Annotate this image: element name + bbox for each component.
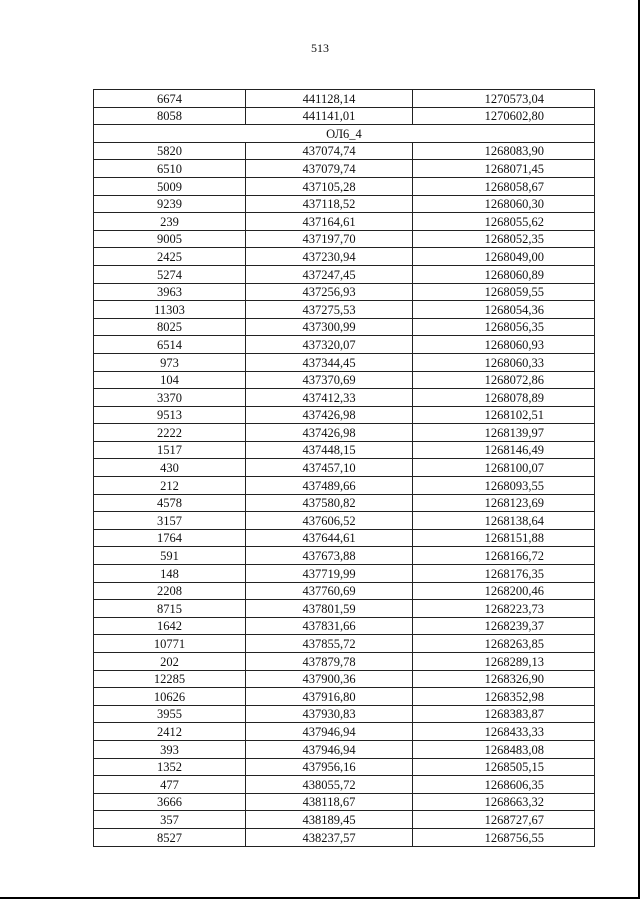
y-coordinate-cell: 1268756,55: [413, 828, 595, 846]
table-row: [94, 424, 595, 442]
point-number-cell: 3666: [94, 793, 246, 811]
y-coordinate-cell: 1268060,93: [413, 336, 595, 354]
table-row: [94, 177, 595, 195]
y-coordinate-cell: 1268352,98: [413, 688, 595, 706]
x-coordinate-cell: 441141,01: [246, 107, 413, 125]
y-coordinate-cell: 1268166,72: [413, 547, 595, 565]
x-coordinate-cell: 437426,98: [246, 406, 413, 424]
point-number-cell: 4578: [94, 494, 246, 512]
table-row: [94, 90, 595, 108]
y-coordinate-cell: 1268054,36: [413, 301, 595, 319]
coordinates-table-body: [94, 90, 595, 847]
point-number-cell: 6514: [94, 336, 246, 354]
x-coordinate-cell: 437105,28: [246, 177, 413, 195]
point-number-cell: 591: [94, 547, 246, 565]
x-coordinate-cell: 437320,07: [246, 336, 413, 354]
table-row: [94, 494, 595, 512]
point-number-cell: 430: [94, 459, 246, 477]
x-coordinate-cell: 437489,66: [246, 477, 413, 495]
section-title: ОЛ6_4: [94, 125, 595, 143]
y-coordinate-cell: 1268263,85: [413, 635, 595, 653]
table-row: [94, 459, 595, 477]
y-coordinate-cell: 1268058,67: [413, 177, 595, 195]
x-coordinate-cell: 437956,16: [246, 758, 413, 776]
point-number-cell: 11303: [94, 301, 246, 319]
x-coordinate-cell: 437370,69: [246, 371, 413, 389]
x-coordinate-cell: 437580,82: [246, 494, 413, 512]
y-coordinate-cell: 1268055,62: [413, 213, 595, 231]
x-coordinate-cell: 437946,94: [246, 723, 413, 741]
x-coordinate-cell: 437164,61: [246, 213, 413, 231]
y-coordinate-cell: 1268123,69: [413, 494, 595, 512]
y-coordinate-cell: 1268200,46: [413, 582, 595, 600]
y-coordinate-cell: 1268146,49: [413, 441, 595, 459]
table-row: [94, 635, 595, 653]
point-number-cell: 8025: [94, 318, 246, 336]
x-coordinate-cell: 437719,99: [246, 565, 413, 583]
table-row: [94, 705, 595, 723]
table-row: [94, 811, 595, 829]
table-row: [94, 582, 595, 600]
x-coordinate-cell: 437275,53: [246, 301, 413, 319]
x-coordinate-cell: 437606,52: [246, 512, 413, 530]
y-coordinate-cell: 1268176,35: [413, 565, 595, 583]
y-coordinate-cell: 1268383,87: [413, 705, 595, 723]
point-number-cell: 3955: [94, 705, 246, 723]
table-row: [94, 160, 595, 178]
table-row: [94, 688, 595, 706]
x-coordinate-cell: 437831,66: [246, 617, 413, 635]
table-row: [94, 318, 595, 336]
y-coordinate-cell: 1268151,88: [413, 529, 595, 547]
point-number-cell: 10771: [94, 635, 246, 653]
x-coordinate-cell: 437448,15: [246, 441, 413, 459]
x-coordinate-cell: 438055,72: [246, 776, 413, 794]
point-number-cell: 8058: [94, 107, 246, 125]
x-coordinate-cell: 437079,74: [246, 160, 413, 178]
point-number-cell: 202: [94, 653, 246, 671]
table-row: [94, 441, 595, 459]
table-row: [94, 547, 595, 565]
table-row: [94, 265, 595, 283]
point-number-cell: 3963: [94, 283, 246, 301]
table-row: [94, 740, 595, 758]
y-coordinate-cell: 1268059,55: [413, 283, 595, 301]
x-coordinate-cell: 437457,10: [246, 459, 413, 477]
table-row: [94, 336, 595, 354]
point-number-cell: 9513: [94, 406, 246, 424]
y-coordinate-cell: 1268093,55: [413, 477, 595, 495]
y-coordinate-cell: 1268060,30: [413, 195, 595, 213]
point-number-cell: 393: [94, 740, 246, 758]
x-coordinate-cell: 437900,36: [246, 670, 413, 688]
point-number-cell: 8527: [94, 828, 246, 846]
x-coordinate-cell: 438118,67: [246, 793, 413, 811]
x-coordinate-cell: 437230,94: [246, 248, 413, 266]
table-row: [94, 723, 595, 741]
y-coordinate-cell: 1268071,45: [413, 160, 595, 178]
x-coordinate-cell: 437300,99: [246, 318, 413, 336]
x-coordinate-cell: 437344,45: [246, 353, 413, 371]
page-number: 513: [311, 41, 329, 55]
y-coordinate-cell: 1268100,07: [413, 459, 595, 477]
point-number-cell: 2412: [94, 723, 246, 741]
y-coordinate-cell: 1270573,04: [413, 90, 595, 108]
table-row: [94, 477, 595, 495]
table-row: [94, 653, 595, 671]
table-row: [94, 670, 595, 688]
y-coordinate-cell: 1268663,32: [413, 793, 595, 811]
x-coordinate-cell: 437644,61: [246, 529, 413, 547]
y-coordinate-cell: 1268223,73: [413, 600, 595, 618]
y-coordinate-cell: 1268483,08: [413, 740, 595, 758]
point-number-cell: 2208: [94, 582, 246, 600]
x-coordinate-cell: 437256,93: [246, 283, 413, 301]
y-coordinate-cell: 1268102,51: [413, 406, 595, 424]
point-number-cell: 477: [94, 776, 246, 794]
table-row: [94, 283, 595, 301]
x-coordinate-cell: 437801,59: [246, 600, 413, 618]
point-number-cell: 212: [94, 477, 246, 495]
point-number-cell: 5820: [94, 142, 246, 160]
point-number-cell: 5274: [94, 265, 246, 283]
table-row: [94, 758, 595, 776]
section-row: [94, 125, 595, 143]
point-number-cell: 12285: [94, 670, 246, 688]
y-coordinate-cell: 1268060,33: [413, 353, 595, 371]
x-coordinate-cell: 441128,14: [246, 90, 413, 108]
point-number-cell: 239: [94, 213, 246, 231]
x-coordinate-cell: 437916,80: [246, 688, 413, 706]
table-row: [94, 512, 595, 530]
point-number-cell: 9239: [94, 195, 246, 213]
point-number-cell: 973: [94, 353, 246, 371]
table-row: [94, 353, 595, 371]
point-number-cell: 1764: [94, 529, 246, 547]
table-row: [94, 230, 595, 248]
table-row: [94, 529, 595, 547]
y-coordinate-cell: 1268078,89: [413, 389, 595, 407]
table-row: [94, 565, 595, 583]
y-coordinate-cell: 1268139,97: [413, 424, 595, 442]
y-coordinate-cell: 1268606,35: [413, 776, 595, 794]
point-number-cell: 104: [94, 371, 246, 389]
x-coordinate-cell: 437074,74: [246, 142, 413, 160]
point-number-cell: 1517: [94, 441, 246, 459]
y-coordinate-cell: 1268072,86: [413, 371, 595, 389]
y-coordinate-cell: 1268505,15: [413, 758, 595, 776]
point-number-cell: 148: [94, 565, 246, 583]
y-coordinate-cell: 1268049,00: [413, 248, 595, 266]
y-coordinate-cell: 1268433,33: [413, 723, 595, 741]
x-coordinate-cell: 437946,94: [246, 740, 413, 758]
x-coordinate-cell: 437197,70: [246, 230, 413, 248]
y-coordinate-cell: 1268727,67: [413, 811, 595, 829]
y-coordinate-cell: 1268289,13: [413, 653, 595, 671]
point-number-cell: 3370: [94, 389, 246, 407]
coordinates-table: [93, 89, 595, 847]
y-coordinate-cell: 1268138,64: [413, 512, 595, 530]
table-row: [94, 406, 595, 424]
point-number-cell: 6510: [94, 160, 246, 178]
x-coordinate-cell: 437760,69: [246, 582, 413, 600]
table-row: [94, 793, 595, 811]
x-coordinate-cell: 437118,52: [246, 195, 413, 213]
table-row: [94, 600, 595, 618]
x-coordinate-cell: 437855,72: [246, 635, 413, 653]
table-row: [94, 213, 595, 231]
point-number-cell: 9005: [94, 230, 246, 248]
table-row: [94, 617, 595, 635]
y-coordinate-cell: 1270602,80: [413, 107, 595, 125]
point-number-cell: 3157: [94, 512, 246, 530]
y-coordinate-cell: 1268326,90: [413, 670, 595, 688]
point-number-cell: 2425: [94, 248, 246, 266]
point-number-cell: 5009: [94, 177, 246, 195]
point-number-cell: 1352: [94, 758, 246, 776]
table-row: [94, 142, 595, 160]
table-row: [94, 828, 595, 846]
y-coordinate-cell: 1268239,37: [413, 617, 595, 635]
table-row: [94, 107, 595, 125]
point-number-cell: 6674: [94, 90, 246, 108]
table-row: [94, 389, 595, 407]
y-coordinate-cell: 1268060,89: [413, 265, 595, 283]
table-row: [94, 776, 595, 794]
point-number-cell: 1642: [94, 617, 246, 635]
point-number-cell: 10626: [94, 688, 246, 706]
x-coordinate-cell: 437930,83: [246, 705, 413, 723]
table-row: [94, 195, 595, 213]
point-number-cell: 8715: [94, 600, 246, 618]
x-coordinate-cell: 437673,88: [246, 547, 413, 565]
point-number-cell: 357: [94, 811, 246, 829]
table-row: [94, 301, 595, 319]
x-coordinate-cell: 437412,33: [246, 389, 413, 407]
table-row: [94, 371, 595, 389]
y-coordinate-cell: 1268052,35: [413, 230, 595, 248]
x-coordinate-cell: 437426,98: [246, 424, 413, 442]
y-coordinate-cell: 1268083,90: [413, 142, 595, 160]
x-coordinate-cell: 437879,78: [246, 653, 413, 671]
point-number-cell: 2222: [94, 424, 246, 442]
x-coordinate-cell: 438237,57: [246, 828, 413, 846]
table-row: [94, 248, 595, 266]
x-coordinate-cell: 438189,45: [246, 811, 413, 829]
x-coordinate-cell: 437247,45: [246, 265, 413, 283]
y-coordinate-cell: 1268056,35: [413, 318, 595, 336]
